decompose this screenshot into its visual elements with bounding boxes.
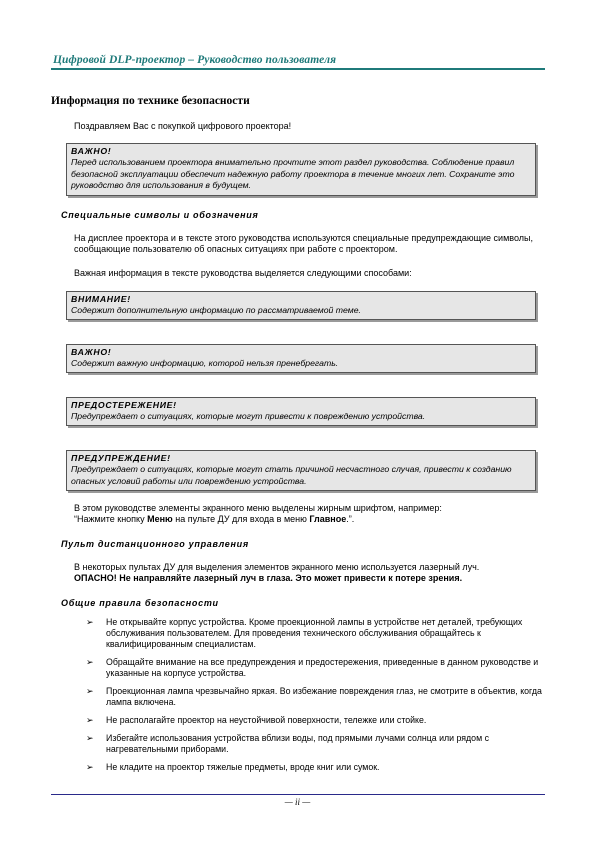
remote-line-1: В некоторых пультах ДУ для выделения элементов экранного меню используется лазерный луч.	[74, 562, 480, 572]
remote-warning: ОПАСНО! Не направляйте лазерный луч в глаза. Это может привести к потере зрения.	[74, 573, 463, 584]
list-item-text: Не открывайте корпус устройства. Кроме проекционной лампы в устройстве нет деталей, требующих обслуживания пользователем. Для проведения технического обслуживания обращайтесь к квалифицированным специалистам.	[106, 617, 523, 650]
safety-rules-list	[86, 617, 546, 779]
note-box-body: Предупреждает о ситуациях, которые могут привести к повреждению устройства.	[71, 411, 426, 422]
header-title: Цифровой DLP-проектор – Руководство пользователя	[53, 54, 337, 66]
arrow-bullet-icon: ➢	[86, 714, 94, 725]
list-item-text: Обращайте внимание на все предупреждения и предостережения, приведенные в данном руководстве и указанные на корпусе устройства.	[106, 657, 539, 679]
remote-text	[74, 562, 479, 585]
header-rule	[51, 68, 545, 70]
note-box-body: Содержит важную информацию, которой нельзя пренебрегать.	[71, 358, 339, 369]
symbols-paragraph-1: На дисплее проектора и в тексте этого руководства используются специальные предупреждающие символы, сообщающие пользователю об опасных ситуациях при работе с проектором.	[74, 233, 533, 255]
page-number: — ii —	[284, 797, 311, 807]
footer-rule	[51, 794, 545, 795]
arrow-bullet-icon: ➢	[86, 617, 94, 627]
menu-note-suffix: .”.	[346, 514, 355, 525]
note-box-body: Предупреждает о ситуациях, которые могут стать причиной несчастного случая, привести к созданию опасных условий работы или повреждению устройства.	[71, 464, 512, 486]
list-item	[86, 762, 546, 773]
menu-note-line-2	[74, 514, 442, 525]
note-box-title: ВНИМАНИЕ!	[71, 294, 131, 304]
symbols-paragraph-2: Важная информация в тексте руководства выделяется следующими способами:	[74, 268, 412, 278]
note-box-important	[66, 344, 536, 373]
note-box-warning	[66, 450, 536, 491]
list-item	[86, 617, 546, 651]
note-box-title: ПРЕДУПРЕЖДЕНИЕ!	[71, 453, 171, 463]
list-item-text: Не кладите на проектор тяжелые предметы, вроде книг или сумок.	[106, 761, 380, 772]
arrow-bullet-icon: ➢	[86, 686, 94, 697]
list-item	[86, 733, 546, 755]
important-box-title: ВАЖНО!	[71, 146, 112, 156]
list-item-text: Избегайте использования устройства вблизи воды, под прямыми лучами солнца или рядом с нагревательными приборами.	[106, 732, 489, 754]
general-heading: Общие правила безопасности	[61, 598, 219, 608]
menu-note-middle: на пульте ДУ для входа в меню	[172, 514, 310, 525]
menu-note-bold-main: Главное	[309, 514, 347, 525]
list-item-text: Не располагайте проектор на неустойчивой поверхности, тележке или стойке.	[106, 714, 427, 725]
list-item	[86, 715, 546, 726]
list-item	[86, 686, 546, 708]
arrow-bullet-icon: ➢	[86, 761, 94, 772]
section-title: Информация по технике безопасности	[51, 95, 250, 107]
important-box	[66, 143, 536, 196]
list-item-text: Проекционная лампа чрезвычайно яркая. Во избежание повреждения глаз, не смотрите в объектив, когда лампа включена.	[106, 686, 542, 708]
menu-note-line-1: В этом руководстве элементы экранного меню выделены жирным шрифтом, например:	[74, 503, 442, 513]
important-box-body: Перед использованием проектора внимательно прочтите этот раздел руководства. Соблюдение правил безопасной эксплуатации обеспечит надежную работу проектора в течение многих лет. Сохраните это руководство для использования в будущем.	[71, 157, 515, 191]
arrow-bullet-icon: ➢	[86, 732, 94, 743]
note-box-caution	[66, 397, 536, 426]
menu-note-bold-menu: Меню	[147, 514, 173, 525]
intro-text: Поздравляем Вас с покупкой цифрового проектора!	[74, 121, 292, 131]
note-box-title: ВАЖНО!	[71, 347, 112, 357]
symbols-heading: Специальные символы и обозначения	[61, 210, 259, 220]
list-item	[86, 657, 546, 679]
menu-note-prefix: “Нажмите кнопку	[74, 514, 148, 525]
note-box-body: Содержит дополнительную информацию по рассматриваемой теме.	[71, 305, 361, 316]
note-box-attention	[66, 291, 536, 320]
remote-heading: Пульт дистанционного управления	[61, 539, 249, 549]
menu-note	[74, 503, 442, 526]
note-box-title: ПРЕДОСТЕРЕЖЕНИЕ!	[71, 400, 177, 410]
arrow-bullet-icon: ➢	[86, 657, 94, 668]
